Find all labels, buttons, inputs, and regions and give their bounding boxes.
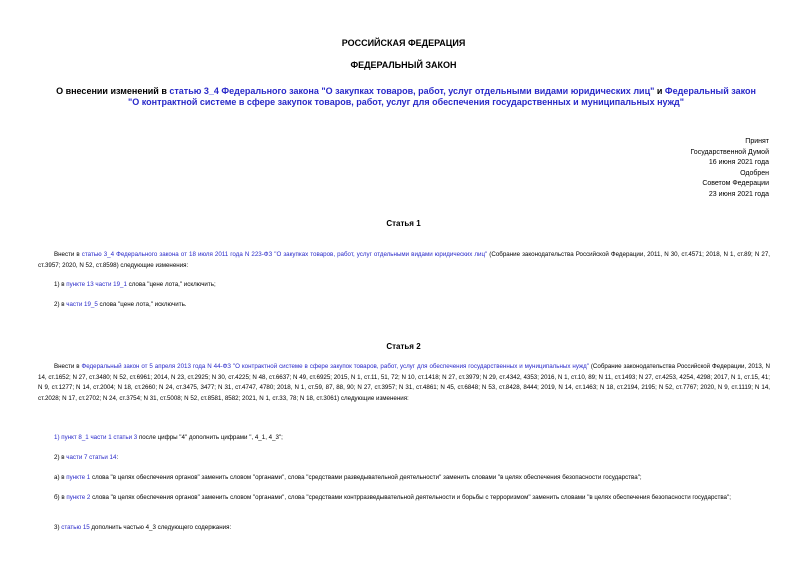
- article-2-intro-link[interactable]: Федеральный закон от 5 апреля 2013 года N 44-ФЗ "О контрактной системе в сфере закупок товаров, работ, услуг для обеспечения государственных и муниципальных нужд": [81, 363, 589, 370]
- country-heading: РОССИЙСКАЯ ФЕДЕРАЦИЯ: [341, 38, 466, 48]
- adoption-block: [690, 137, 769, 200]
- text: (Собрание законодательства Российской Федерации, 2013, N 14, ст.1652; N 27, ст.3480; N 52, ст.6961; 2014, N 23, ст.2925; N 30, ст.4225; N 48, ст.6637; N 49, ст.6925; 2015, N 1, ст.11, 51, 72; N 10, ст.1418; N 27, ст.3979; N 29, ст.4342, 4353; 2016, N 1, ст.10, 89; N 11, ст.1493; N 27, ст.4253, 4254, 4298; 2017, N 1, ст.15, 41; N 9, ст.1277; N 14, ст.2004; N 18, ст.2660; N 24, ст.3475, 3477; N 31, ст.4747, 4780; 2018, N 1, ст.59, 87, 88, 90; N 27, ст.3957; N 31, ст.4861; N 45, ст.6848; N 53, ст.8428, 8444; 2019, N 14, ст.1463; N 18, ст.2194, 2195; N 52, ст.7767; 2020, N 9, ст.1119; N 14, ст.2028; N 17, ст.2702; N 24, ст.3754; N 31, ст.5008; N 52, ст.8581, 8582; 2021, N 1, ст.33, 78; N 18, ст.3061) следующие изменения:: [38, 363, 770, 402]
- text: (Собрание законодательства Российской Федерации, 2011, N 30, ст.4571; 2018, N 1, ст.89; N 27, ст.3957; 2020, N 52, ст.8598) следующие изменения:: [38, 251, 770, 269]
- text: дополнить частью 4_3 следующего содержания:: [89, 524, 232, 531]
- article-1-intro-link[interactable]: статью 3_4 Федерального закона от 18 июля 2011 года N 223-ФЗ "О закупках товаров, работ, услуг отдельными видами юридических лиц": [81, 251, 488, 258]
- text: 1) в: [54, 281, 67, 288]
- article-2-item-1-link[interactable]: 1) пункт 8_1 части 1 статьи 3: [54, 434, 138, 441]
- adoption-line: Государственной Думой: [690, 148, 769, 156]
- title-link-law[interactable]: Федеральный закон "О контрактной системе в сфере закупок товаров, работ, услуг для обеспечения государственных и муниципальных нужд": [128, 86, 756, 107]
- article-1-heading: Статья 1: [386, 219, 421, 228]
- article-2-item-2a-link[interactable]: пункте 1: [66, 474, 91, 481]
- adoption-line: Принят: [745, 138, 769, 145]
- text: слова "в целях обеспечения органов" заменить словом "органами", слова "средствами разведывательной деятельности" заменить словами "в целях обеспечения безопасности государства";: [90, 474, 642, 481]
- adoption-line: Советом Федерации: [702, 180, 769, 187]
- title-link-article[interactable]: статью 3_4 Федерального закона "О закупках товаров, работ, услуг отдельными видами юридических лиц": [169, 86, 655, 96]
- title-prefix: О внесении изменений в: [56, 86, 170, 96]
- text: Внести в: [54, 251, 82, 258]
- adoption-line: 23 июня 2021 года: [708, 190, 769, 198]
- law-title: [52, 86, 760, 108]
- doc-type-heading: ФЕДЕРАЛЬНЫЙ ЗАКОН: [350, 60, 457, 70]
- adoption-line: Одобрен: [740, 169, 769, 177]
- text: 3): [54, 524, 62, 531]
- article-2-item-3: [38, 523, 770, 534]
- article-1-item-1: [38, 280, 770, 291]
- article-2-intro: [38, 362, 770, 404]
- text: слова "цене лота," исключить;: [126, 281, 216, 288]
- text: 2) в: [54, 301, 67, 308]
- text: 2) в: [54, 454, 67, 461]
- article-2-item-2b: [38, 493, 770, 504]
- text: Внести в: [54, 363, 82, 370]
- article-1-intro: [38, 250, 770, 271]
- title-mid: и: [654, 86, 665, 96]
- article-2-item-2a: [38, 473, 770, 484]
- adoption-line: 16 июня 2021 года: [708, 159, 769, 166]
- text: б) в: [54, 494, 67, 501]
- article-2-heading: Статья 2: [386, 342, 421, 351]
- article-1-item-1-link[interactable]: пункте 13 части 19_1: [66, 281, 127, 288]
- article-2-item-1: [38, 433, 770, 444]
- article-1-item-2: [38, 300, 770, 311]
- article-2-item-2: [38, 453, 770, 464]
- text: а) в: [54, 474, 67, 481]
- article-1-item-2-link[interactable]: части 19_5: [66, 301, 98, 308]
- text: после цифры "4" дополнить цифрами ", 4_1, 4_3";: [137, 434, 283, 441]
- text: :: [116, 454, 119, 461]
- text: слова "в целях обеспечения органов" заменить словом "органами", слова "средствами контрразведывательной деятельности и борьбы с терроризмом" заменить словами "в целях обеспечения безопасности государства";: [90, 494, 731, 501]
- article-2-item-2-link[interactable]: части 7 статьи 14: [66, 454, 117, 461]
- article-2-item-3-link[interactable]: статью 15: [61, 524, 90, 531]
- text: слова "цене лота," исключить.: [97, 301, 187, 308]
- article-2-item-2b-link[interactable]: пункте 2: [66, 494, 91, 501]
